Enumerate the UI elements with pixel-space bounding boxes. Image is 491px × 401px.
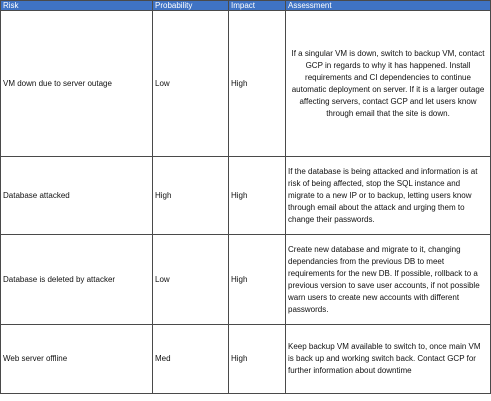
impact-cell: High [229,325,286,394]
assessment-cell: Create new database and migrate to it, changing dependancies from the previous DB to meet requirements for the new DB. If possible, rollback to a previous version to save user accounts, if not possible warn users to create new accounts with different passwords. [286,235,491,325]
impact-cell: High [229,235,286,325]
probability-cell: Med [153,325,229,394]
risk-cell: Database attacked [1,157,153,235]
assessment-cell: If the database is being attacked and information is at risk of being affected, stop the SQL instance and migrate to a new IP or to backup, letting users know through email about the attack and urging them to change their passwords. [286,157,491,235]
header-probability: Probability [153,1,229,11]
table-row [1,235,491,325]
assessment-cell: Keep backup VM available to switch to, once main VM is back up and working switch back. Contact GCP for further information about downtime [286,325,491,394]
risk-cell: Database is deleted by attacker [1,235,153,325]
header-assessment: Assessment [286,1,491,11]
impact-cell: High [229,11,286,157]
table-row [1,325,491,394]
header-risk: Risk [1,1,153,11]
assessment-cell: If a singular VM is down, switch to backup VM, contact GCP in regards to why it has happened. Install requirements and CI dependencies to continue automatic deployment on server. If it is a larger outage affecting servers, contact GCP and let users know through email that the site is down. [286,11,491,157]
probability-cell: Low [153,235,229,325]
table-row [1,11,491,157]
risk-cell: Web server offline [1,325,153,394]
table-row [1,157,491,235]
impact-cell: High [229,157,286,235]
probability-cell: Low [153,11,229,157]
table-header-row [1,1,491,11]
risk-cell: VM down due to server outage [1,11,153,157]
probability-cell: High [153,157,229,235]
header-impact: Impact [229,1,286,11]
